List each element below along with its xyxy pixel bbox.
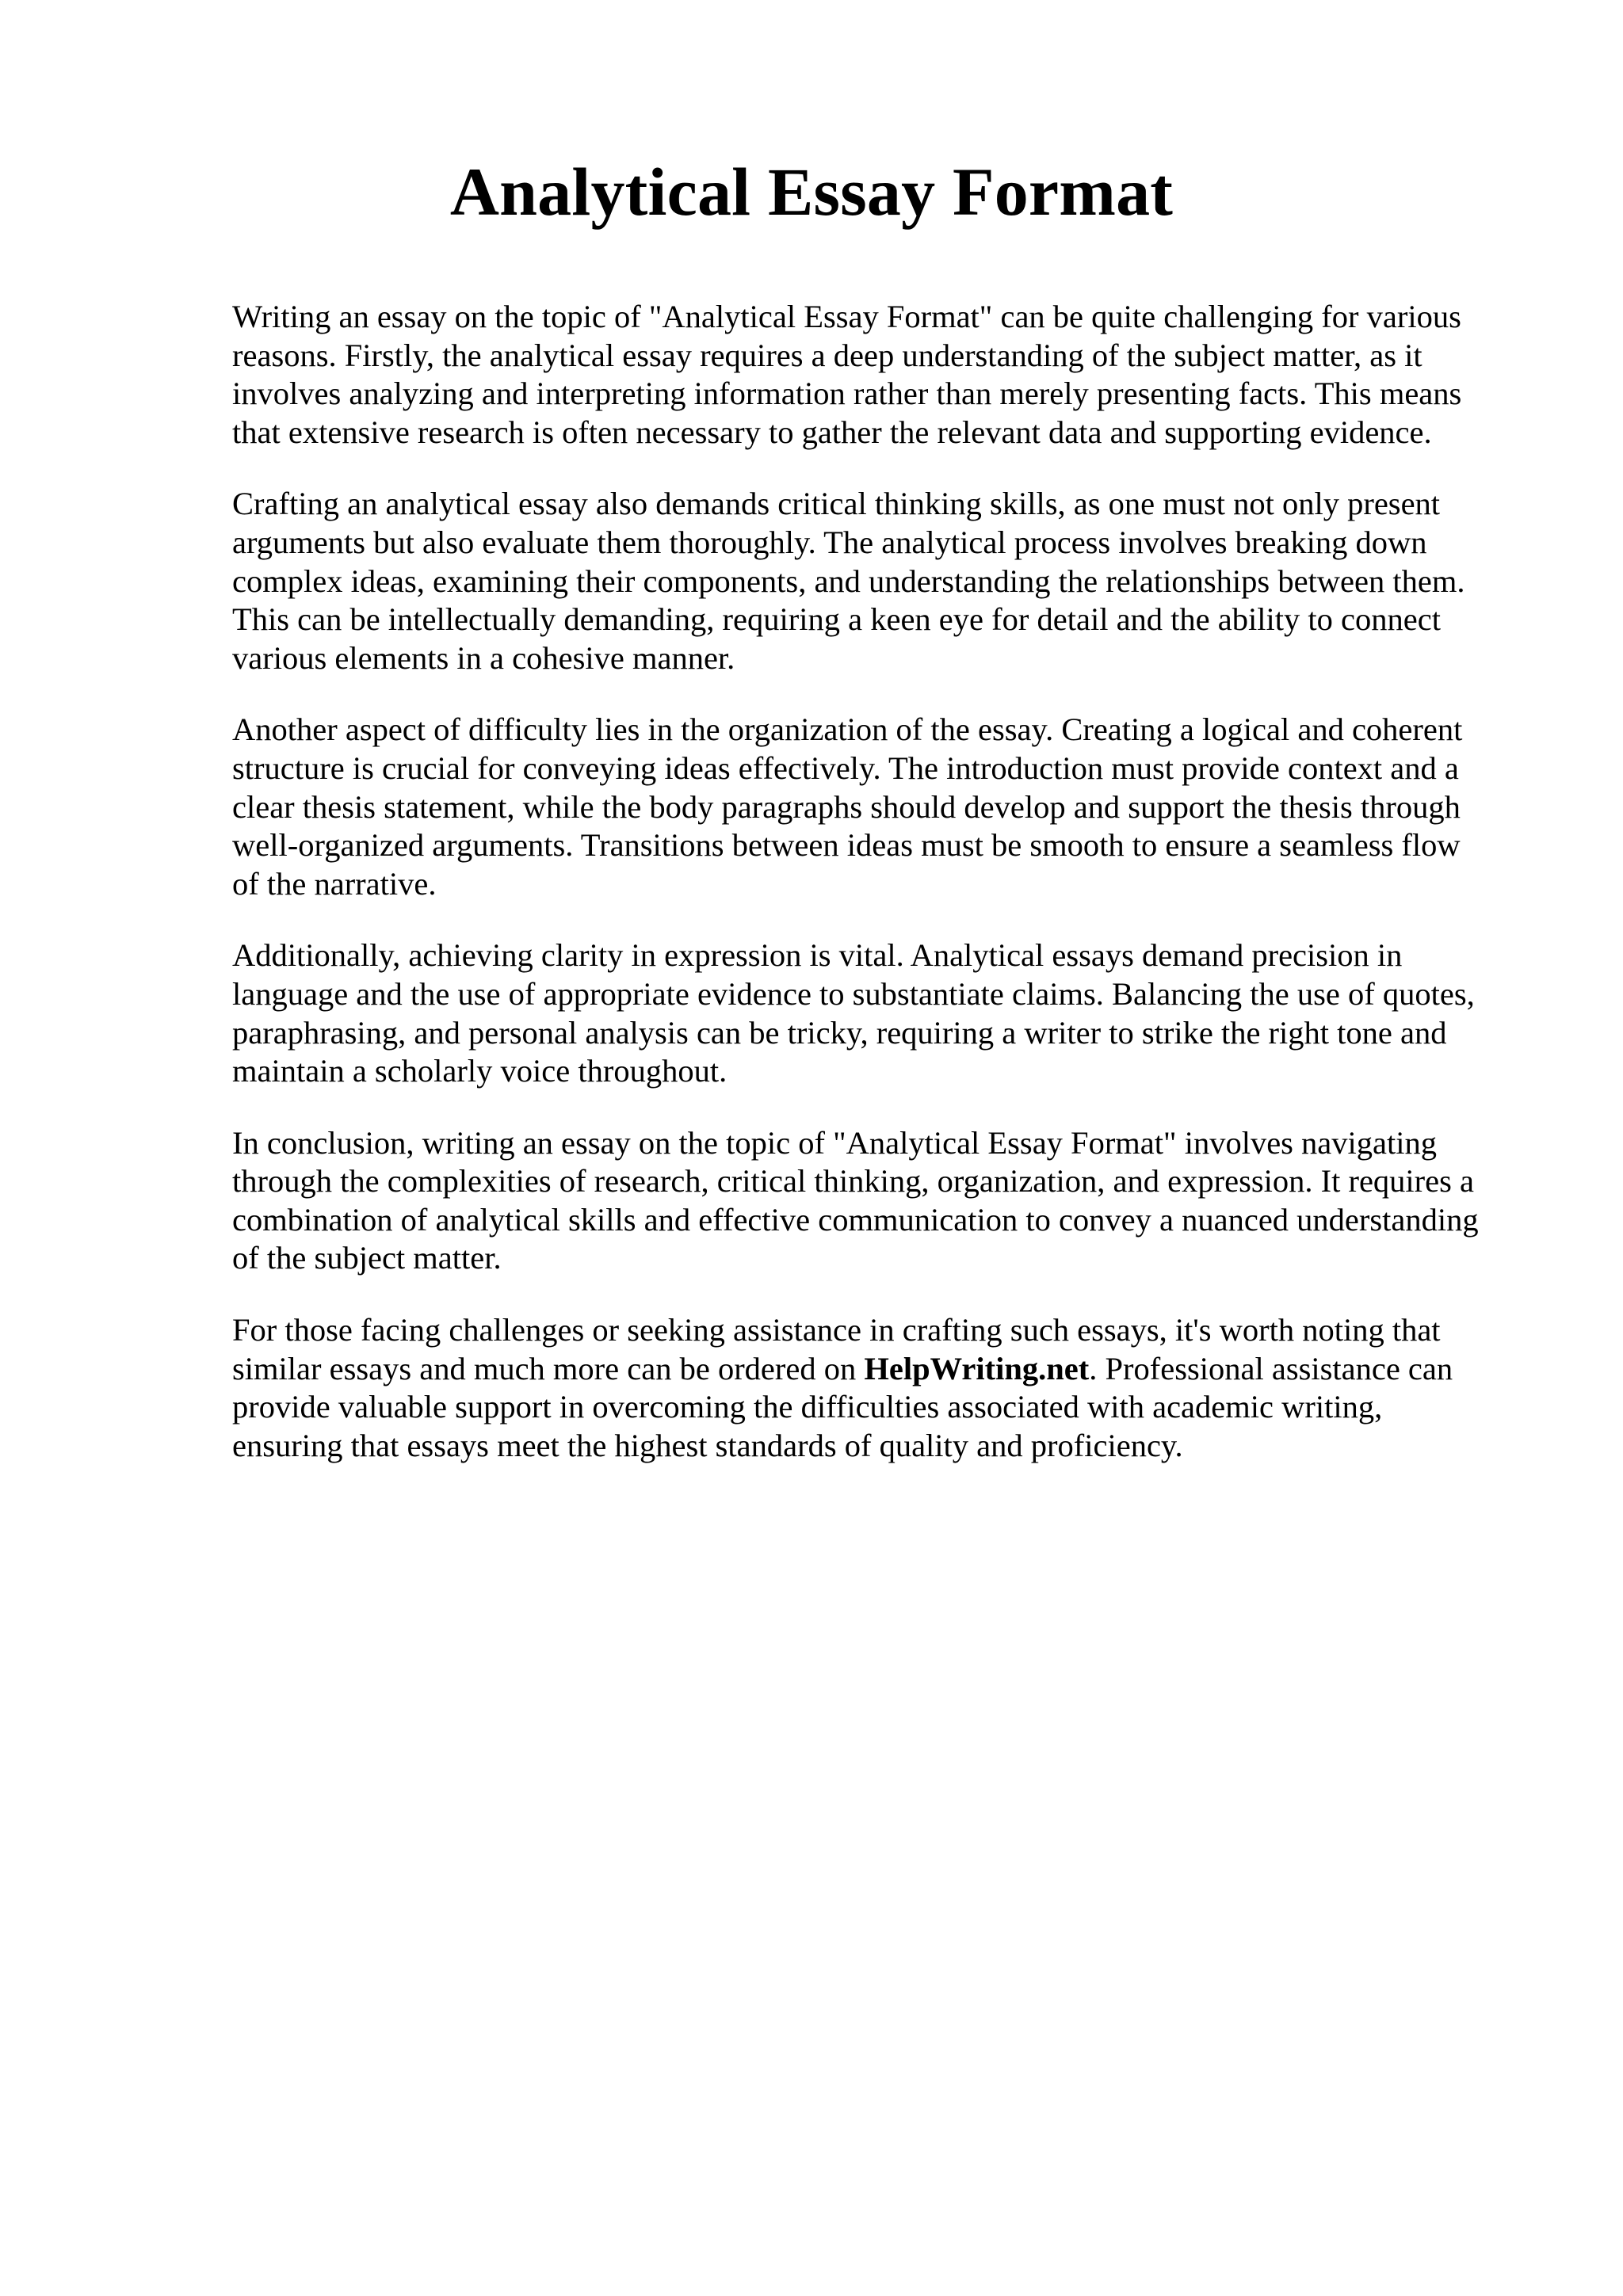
text-line: clear thesis statement, while the body paragraphs should develop and support the thesis through: [232, 788, 1461, 825]
text-line: Additionally, achieving clarity in expression is vital. Analytical essays demand precision in: [232, 937, 1403, 974]
text-line-with-link: [232, 1350, 1516, 1389]
text-line: Crafting an analytical essay also demands critical thinking skills, as one must not only present: [232, 486, 1441, 522]
text-line: of the subject matter.: [232, 1240, 502, 1276]
text-line: through the complexities of research, critical thinking, organization, and expression. It requires a: [232, 1163, 1475, 1199]
text-line: paraphrasing, and personal analysis can be tricky, requiring a writer to strike the right tone and: [232, 1014, 1447, 1051]
page-title: Analytical Essay Format: [449, 154, 1174, 230]
text-line: Writing an essay on the topic of "Analytical Essay Format" can be quite challenging for various: [232, 299, 1461, 334]
document-body: [232, 298, 1516, 1498]
paragraph-4: [232, 936, 1516, 1090]
text-line: In conclusion, writing an essay on the topic of "Analytical Essay Format" involves navigating: [232, 1124, 1438, 1161]
paragraph-2: [232, 485, 1516, 677]
text-line: arguments but also evaluate them thoroughly. The analytical process involves breaking down: [232, 524, 1427, 560]
text-line: provide valuable support in overcoming the difficulties associated with academic writing,: [232, 1389, 1383, 1425]
helpwriting-link[interactable]: HelpWriting.net: [864, 1350, 1090, 1386]
text-line: various elements in a cohesive manner.: [232, 639, 735, 676]
text-line: language and the use of appropriate evidence to substantiate claims. Balancing the use of quotes,: [232, 975, 1475, 1012]
paragraph-3: [232, 711, 1516, 903]
text-line: of the narrative.: [232, 865, 437, 902]
text-line: involves analyzing and interpreting information rather than merely presenting facts. This means: [232, 376, 1462, 412]
text-line: Another aspect of difficulty lies in the organization of the essay. Creating a logical and coherent: [232, 711, 1463, 748]
text-line: maintain a scholarly voice throughout.: [232, 1053, 727, 1089]
text-line: ensuring that essays meet the highest standards of quality and proficiency.: [232, 1427, 1183, 1463]
text-segment: similar essays and much more can be ordered on: [232, 1350, 865, 1386]
paragraph-1: [232, 298, 1516, 452]
text-line: complex ideas, examining their components, and understanding the relationships between them.: [232, 563, 1465, 599]
text-line: that extensive research is often necessary to gather the relevant data and supporting evidence.: [232, 414, 1432, 450]
text-segment: . Professional assistance can: [1089, 1350, 1453, 1386]
text-line: combination of analytical skills and effective communication to convey a nuanced understanding: [232, 1201, 1479, 1238]
text-line: For those facing challenges or seeking assistance in crafting such essays, it's worth noting that: [232, 1312, 1441, 1348]
text-line: reasons. Firstly, the analytical essay requires a deep understanding of the subject matter, as it: [232, 337, 1423, 373]
paragraph-5: [232, 1124, 1516, 1278]
text-line: well-organized arguments. Transitions between ideas must be smooth to ensure a seamless flow: [232, 827, 1461, 864]
text-line: This can be intellectually demanding, requiring a keen eye for detail and the ability to connect: [232, 601, 1441, 638]
paragraph-6: [232, 1311, 1516, 1465]
text-line: structure is crucial for conveying ideas effectively. The introduction must provide context and a: [232, 749, 1459, 786]
